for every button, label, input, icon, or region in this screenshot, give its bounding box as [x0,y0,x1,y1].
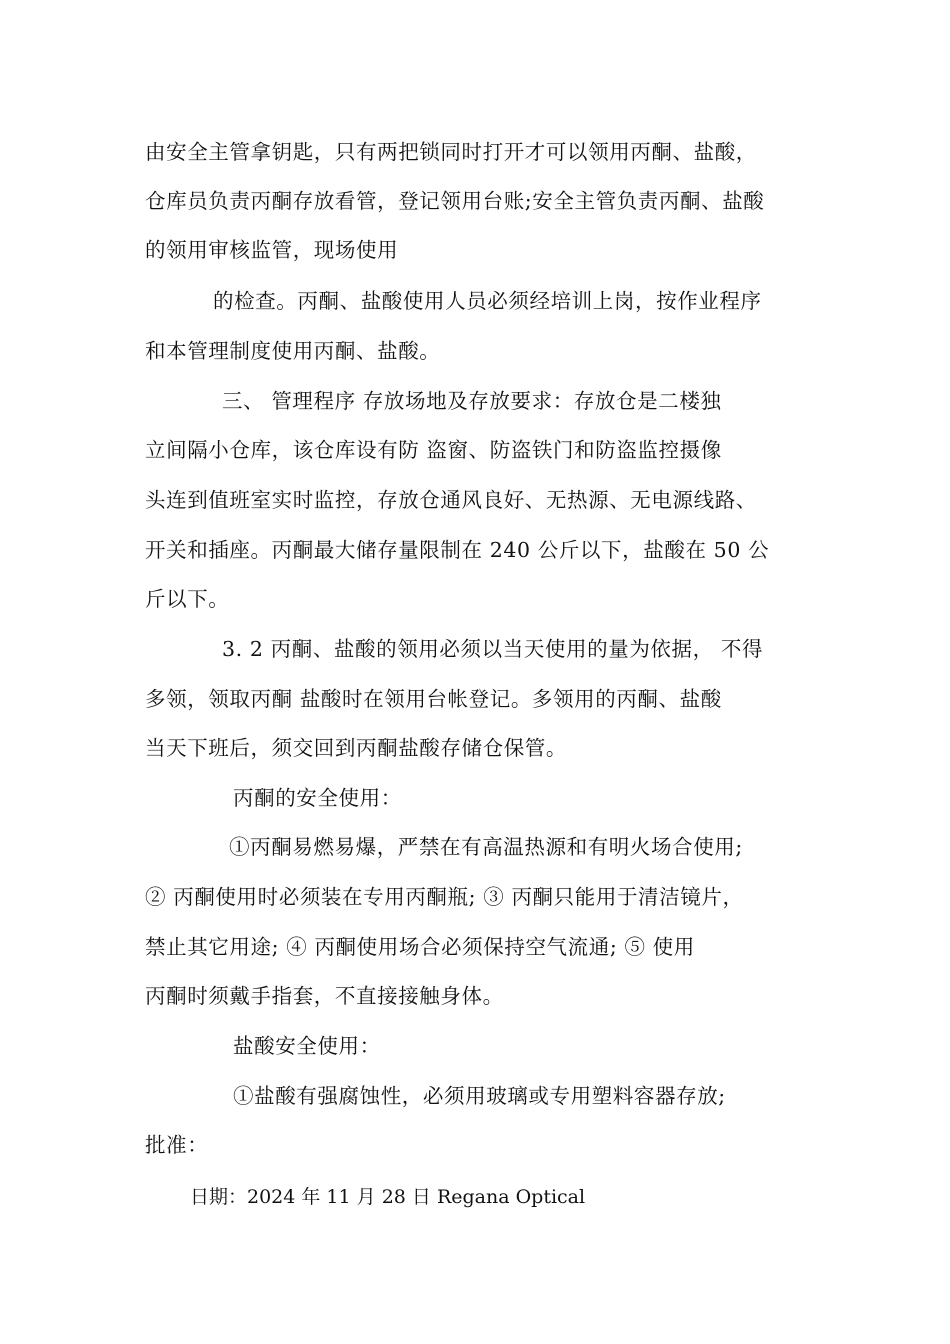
text-line: 禁止其它用途; ④ 丙酮使用场合必须保持空气流通; ⑤ 使用 [145,935,695,959]
date-company-footer: 日期：2024 年 11 月 28 日 Regana Optical [190,1186,586,1208]
text-line: 由安全主管拿钥匙，只有两把锁同时打开才可以领用丙酮、盐酸， [145,140,757,164]
text-line: 斤以下。 [145,587,230,611]
text-line: ①盐酸有强腐蚀性，必须用玻璃或专用塑料容器存放; [233,1084,726,1108]
text-line: 3. 2 丙酮、盐酸的领用必须以当天使用的量为依据， 不得 [222,637,764,661]
text-line: 开关和插座。丙酮最大储存量限制在 240 公斤以下，盐酸在 50 公 [145,538,770,562]
text-line: 立间隔小仓库，该仓库设有防 盗窗、防盗铁门和防盗监控摄像 [145,438,722,462]
text-line: 仓库员负责丙酮存放看管，登记领用台账;安全主管负责丙酮、盐酸 [145,189,765,213]
approval-label: 批准： [145,1133,209,1157]
text-line: ② 丙酮使用时必须装在专用丙酮瓶; ③ 丙酮只能用于清洁镜片， [145,885,744,909]
text-line: 多领，领取丙酮 盐酸时在领用台帐登记。多领用的丙酮、盐酸 [145,687,722,711]
text-line: 当天下班后，须交回到丙酮盐酸存储仓保管。 [145,736,567,760]
subheading: 盐酸安全使用： [233,1034,381,1058]
text-line: 头连到值班室实时监控，存放仓通风良好、无热源、无电源线路、 [145,488,757,512]
text-line: 的领用审核监管，现场使用 [145,238,399,262]
text-line: 的检查。丙酮、盐酸使用人员必须经培训上岗，按作业程序 [213,289,762,313]
section-heading: 三、 管理程序 存放场地及存放要求：存放仓是二楼独 [222,389,722,413]
text-line: ①丙酮易燃易爆，严禁在有高温热源和有明火场合使用; [229,835,743,859]
text-line: 和本管理制度使用丙酮、盐酸。 [145,339,441,363]
subheading: 丙酮的安全使用： [233,786,402,810]
text-line: 丙酮时须戴手指套，不直接接触身体。 [145,984,504,1008]
